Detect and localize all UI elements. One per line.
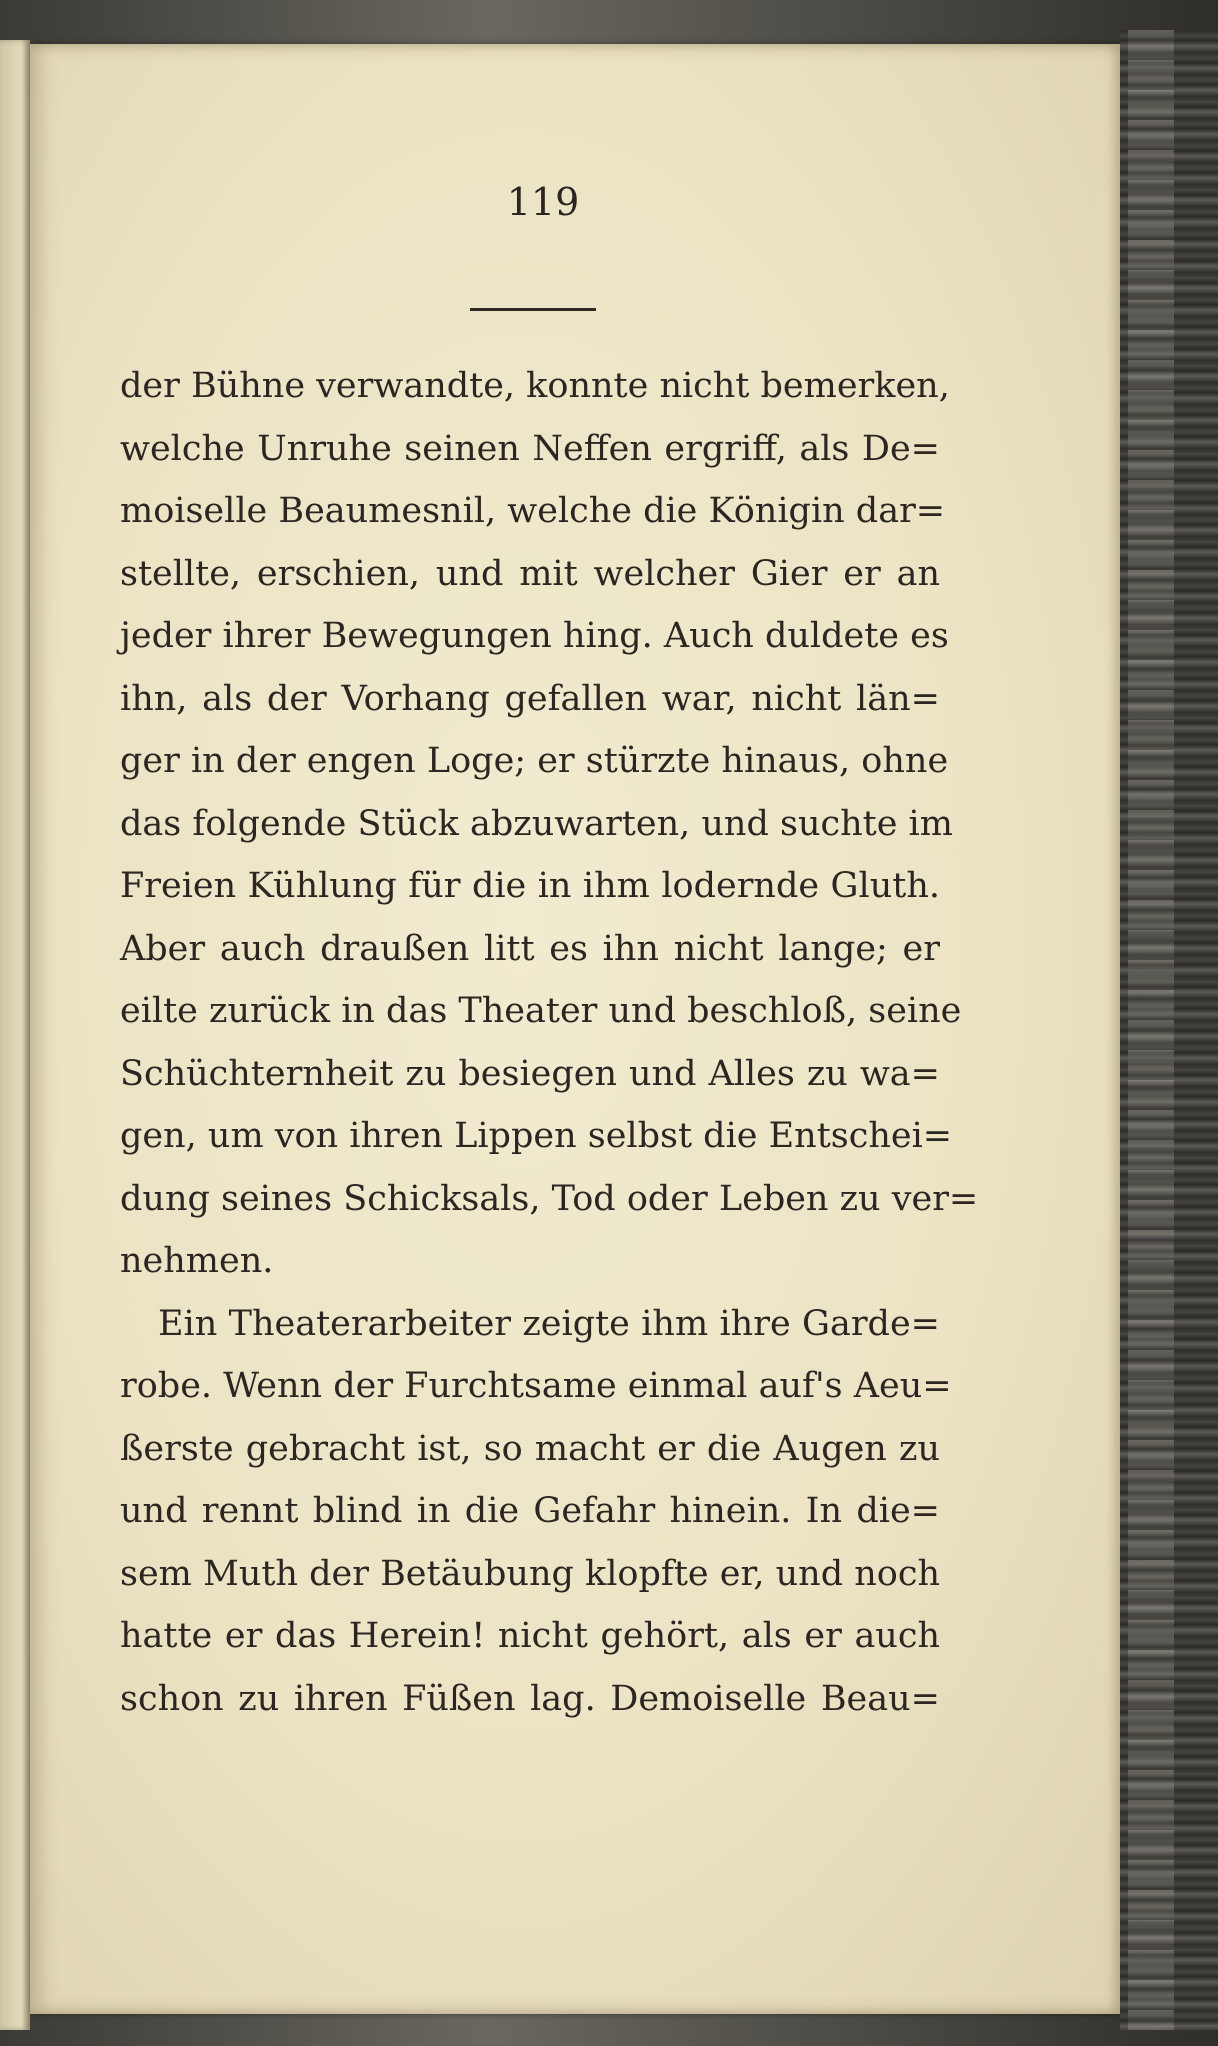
text-line: das folgende Stück abzuwarten, und suchte im [120, 803, 953, 844]
text-line: Schüchternheit zu besiegen und Alles zu wa= [120, 1053, 940, 1094]
text-line: der Bühne verwandte, konnte nicht bemerken, [120, 366, 950, 406]
text-line: schon zu ihren Füßen lag. Demoiselle Beau= [120, 1678, 940, 1719]
text-line: robe. Wenn der Furchtsame einmal auf's Aeu= [120, 1366, 952, 1406]
text-line: nehmen. [120, 1241, 274, 1281]
text-line: gen, um von ihren Lippen selbst die Entschei= [120, 1116, 953, 1156]
page-number: 119 [506, 180, 580, 224]
text-line: und rennt blind in die Gefahr hinein. In die= [120, 1491, 940, 1531]
text-line: hatte er das Herein! nicht gehört, als er auch [120, 1616, 940, 1656]
body-text [120, 355, 979, 1730]
book-cover-edge [1120, 30, 1218, 2030]
text-line: eilte zurück in das Theater und beschloß, seine [120, 991, 962, 1031]
text-line: ßerste gebracht ist, so macht er die Augen zu [120, 1428, 940, 1469]
text-line: ger in der engen Loge; er stürzte hinaus, ohne [120, 741, 949, 781]
text-line: welche Unruhe seinen Neffen ergriff, als De= [120, 428, 940, 469]
text-line: moiselle Beaumesnil, welche die Königin dar= [120, 491, 946, 531]
text-line: stellte, erschien, und mit welcher Gier er an [120, 553, 940, 594]
header-rule [470, 308, 596, 311]
text-line: sem Muth der Betäubung klopfte er, und noch [120, 1553, 940, 1594]
text-line: Aber auch draußen litt es ihn nicht lange; er [120, 928, 940, 969]
text-line: Freien Kühlung für die in ihm lodernde Gluth. [120, 866, 940, 906]
text-line: jeder ihrer Bewegungen hing. Auch duldete es [120, 616, 949, 656]
text-line: Ein Theaterarbeiter zeigte ihm ihre Garde= [158, 1303, 940, 1344]
previous-page-edge [0, 40, 30, 2030]
text-line: ihn, als der Vorhang gefallen war, nicht län= [120, 678, 940, 719]
text-line: dung seines Schicksals, Tod oder Leben zu ver= [120, 1178, 979, 1219]
